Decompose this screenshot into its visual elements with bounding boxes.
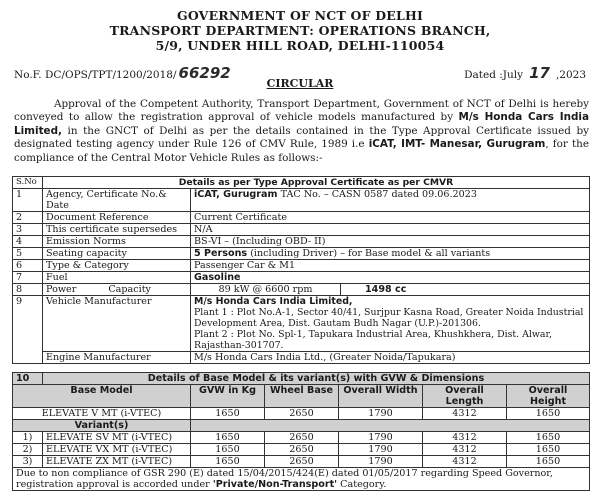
height-value: 1650 [507,444,590,456]
table-row-engine [13,352,590,364]
base-model-name: ELEVATE V MT (i-VTEC) [13,408,191,420]
footer-category: 'Private/Non-Transport' [212,479,338,490]
table1-header-row [13,177,590,189]
footer-text-2: Category. [337,479,387,490]
row-number: 8 [13,284,43,296]
base-model-row [13,408,590,420]
wheel-base-value: 2650 [265,456,339,468]
power-label: Power [46,284,77,295]
width-value: 1790 [339,444,423,456]
length-value: 4312 [423,408,507,420]
file-number-label: No.F. DC/OPS/TPT/1200/2018/ [14,69,177,81]
variant-number: 1) [13,432,43,444]
row-value-text: TAC No. – CASN 0587 dated 09.06.2023 [277,189,477,200]
capacity-value: 1498 cc [341,284,590,296]
wheel-base-value: 2650 [265,408,339,420]
row-label: Vehicle Manufacturer [43,296,191,352]
wheel-base-value: 2650 [265,432,339,444]
row-label: Fuel [43,272,191,284]
variant-row [13,456,590,468]
row-label [43,284,191,296]
footer-note-row [13,468,590,491]
header-government: GOVERNMENT OF NCT OF DELHI [176,8,424,23]
sno-header: S.No [13,177,43,189]
row-value-text: (including Driver) – for Base model & all variants [247,248,491,259]
footer-text-1: Due to non compliance of GSR 290 (E) dated 15/04/2015/424(E) dated 01/05/2017 regarding Speed Governor, registration approval is accorded under [16,468,553,490]
row-number: 3 [13,224,43,236]
gvw-value: 1650 [191,408,265,420]
width-value: 1790 [339,432,423,444]
header-wheel-base: Wheel Base [265,385,339,408]
row-value: M/s Honda Cars India Ltd., (Greater Noida/Tapukara) [191,352,590,364]
row-value: Current Certificate [191,212,590,224]
height-value: 1650 [507,408,590,420]
row-value [191,248,590,260]
capacity-label: Capacity [108,284,151,295]
table-row [13,212,590,224]
row-number: 10 [13,373,43,385]
variants-label-fill [191,420,590,432]
models-dimensions-table [12,372,590,491]
row-value-bold: 5 Persons [194,248,248,259]
file-number-handwritten: 66292 [178,64,231,82]
header-overall-width: Overall Width [339,385,423,408]
header-overall-height: Overall Height [507,385,590,408]
header-address: 5/9, UNDER HILL ROAD, DELHI-110054 [155,38,445,53]
variants-label: Variant(s) [13,420,191,432]
manufacturer-details [191,296,590,352]
gvw-value: 1650 [191,432,265,444]
variant-number: 3) [13,456,43,468]
body-text-3: , for the compliance of the Central Motor Vehicle Rules as follows:- [14,138,589,164]
table-row [13,248,590,260]
row-value: Gasoline [191,272,590,284]
body-text-2: in the GNCT of Delhi as per the details contained in the Type Approval Certificate issued by designated testing agency under Rule 126 of CMV Rule, 1989 i.e [14,124,589,151]
width-value: 1790 [339,456,423,468]
length-value: 4312 [423,432,507,444]
row-number: 1 [13,189,43,212]
row-label: Document Reference [43,212,191,224]
row-label: Agency, Certificate No.& Date [43,189,191,212]
approval-details-table [12,176,590,364]
date-label: Dated :July [464,69,524,81]
header-gvw: GVW in Kg [191,385,265,408]
table-row-power [13,284,590,296]
row-value: BS-VI – (Including OBD- II) [191,236,590,248]
variants-label-row [13,420,590,432]
table-row [13,272,590,284]
row-value-bold: iCAT, Gurugram [194,189,278,200]
date-day-handwritten: 17 [529,64,550,82]
plant-1-address: Plant 1 : Plot No.A-1, Sector 40/41, Surjpur Kasna Road, Greater Noida Industrial Development Area, Dist. Gautam Budh Nagar (U.P.)-201306. [194,307,584,329]
table-row [13,224,590,236]
height-value: 1650 [507,432,590,444]
power-value: 89 kW @ 6600 rpm [191,284,341,296]
wheel-base-value: 2650 [265,444,339,456]
gvw-value: 1650 [191,456,265,468]
row-label: Seating capacity [43,248,191,260]
row-value: Passenger Car & M1 [191,260,590,272]
table2-title-row [13,373,590,385]
row-number: 6 [13,260,43,272]
height-value: 1650 [507,456,590,468]
row-number: 4 [13,236,43,248]
circular-body [14,98,589,165]
header-overall-length: Overall Length [423,385,507,408]
row-number: 7 [13,272,43,284]
row-label: Emission Norms [43,236,191,248]
variant-name: ELEVATE ZX MT (i-VTEC) [43,456,191,468]
table-row [13,189,590,212]
row-number: 5 [13,248,43,260]
variant-name: ELEVATE SV MT (i-VTEC) [43,432,191,444]
table2-header-row [13,385,590,408]
variant-row [13,432,590,444]
row-value: N/A [191,224,590,236]
width-value: 1790 [339,408,423,420]
manufacturer-name: M/s Honda Cars India Limited, [194,296,353,307]
variant-name: ELEVATE VX MT (i-VTEC) [43,444,191,456]
length-value: 4312 [423,444,507,456]
table-row [13,260,590,272]
circular-title: CIRCULAR [266,77,334,90]
body-text-1: Approval of the Competent Authority, Transport Department, Government of NCT of Delhi is hereby conveyed to allow the registration approval of vehicle models manufactured by [14,98,589,124]
row-label: This certificate supersedes [43,224,191,236]
body-company: M/s Honda Cars India Limited, [14,111,590,137]
table1-title: Details as per Type Approval Certificate as per CMVR [43,177,590,189]
table-row [13,236,590,248]
row-value [191,189,590,212]
body-agency: iCAT, IMT- Manesar, Gurugram [368,138,546,151]
plant-2-address: Plant 2 : Plot No. Spl-1, Tapukara Industrial Area, Khushkhera, Dist. Alwar, Rajasthan-301707. [194,329,552,351]
header-department: TRANSPORT DEPARTMENT: OPERATIONS BRANCH, [109,23,491,38]
table2-title: Details of Base Model & its variant(s) with GVW & Dimensions [43,373,590,385]
footer-note [13,468,590,491]
variant-number: 2) [13,444,43,456]
row-label: Engine Manufacturer [43,352,191,364]
row-number: 9 [13,296,43,364]
table-row-manufacturer [13,296,590,352]
date-year: ,2023 [555,69,586,81]
header-base-model: Base Model [13,385,191,408]
length-value: 4312 [423,456,507,468]
row-label: Type & Category [43,260,191,272]
variant-row [13,444,590,456]
gvw-value: 1650 [191,444,265,456]
row-number: 2 [13,212,43,224]
